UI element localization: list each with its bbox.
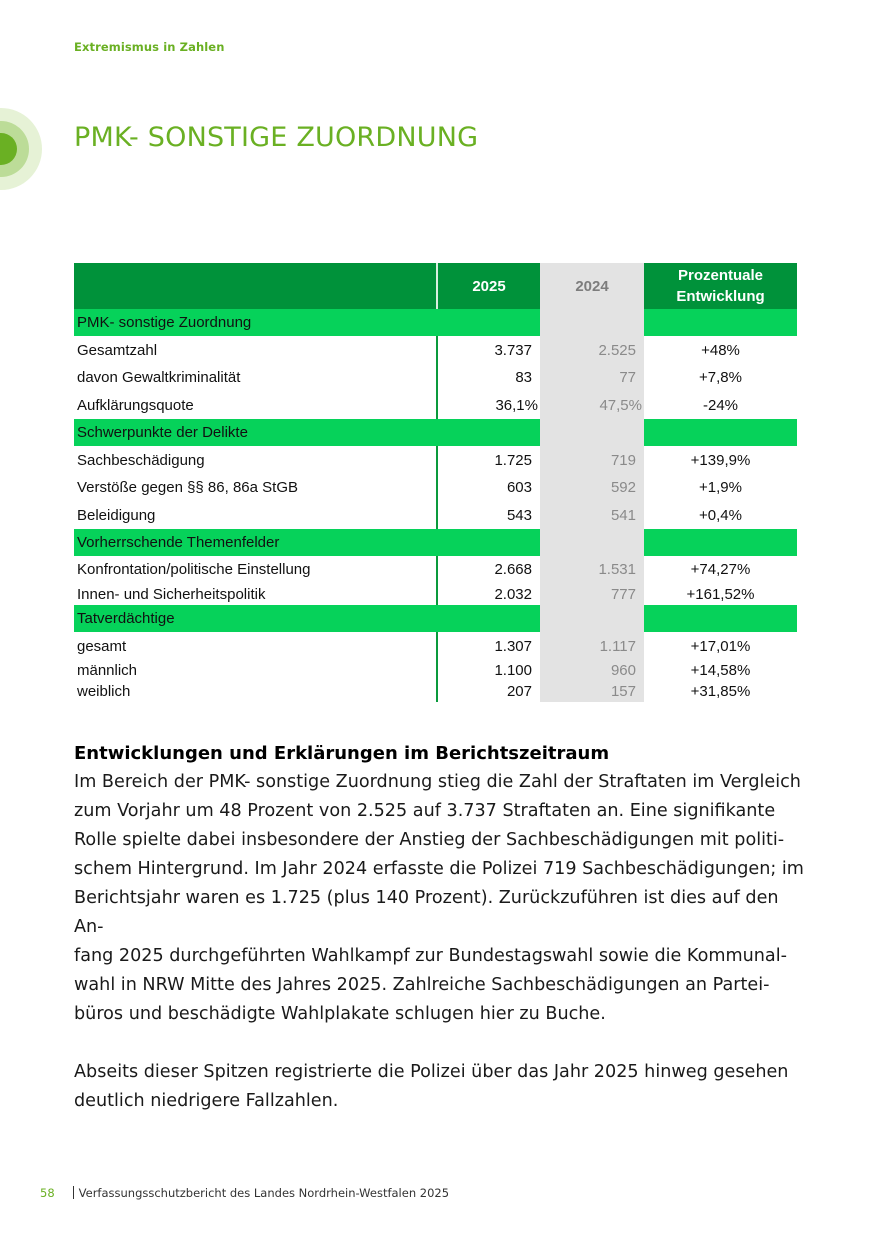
section-title: Tatverdächtige — [77, 610, 175, 627]
table-row — [74, 660, 797, 681]
row-label: davon Gewaltkriminalität — [77, 369, 241, 386]
section-title: PMK- sonstige Zuordnung — [77, 314, 252, 331]
header-label-cell — [74, 263, 436, 309]
value-change: +161,52% — [686, 585, 755, 603]
value-change: +7,8% — [699, 369, 742, 386]
table-row — [74, 336, 797, 364]
page-footer — [40, 1186, 449, 1200]
text-line: Berichtsjahr waren es 1.725 (plus 140 Prozent). Zurückzuführen ist dies auf den An- — [74, 888, 779, 937]
value-change: +139,9% — [690, 451, 751, 469]
statistics-table — [74, 263, 797, 702]
table-row — [74, 446, 797, 474]
value-2025: 1.725 — [436, 446, 540, 474]
value-2024: 960 — [540, 660, 644, 681]
value-2025: 603 — [436, 474, 540, 501]
value-change: -24% — [702, 396, 739, 414]
page-number: 58 — [40, 1186, 55, 1200]
table-header — [74, 263, 797, 309]
table-row — [74, 556, 797, 583]
value-change: +31,85% — [690, 683, 751, 700]
row-label: männlich — [77, 662, 138, 679]
row-label: gesamt — [77, 637, 127, 655]
value-change: +14,58% — [690, 662, 751, 679]
section-title: Schwerpunkte der Delikte — [77, 424, 248, 441]
table-row — [74, 632, 797, 660]
value-change: +0,4% — [699, 506, 742, 524]
text-line: Abseits dieser Spitzen registrierte die Polizei über das Jahr 2025 hinweg gesehen — [74, 1062, 789, 1082]
body-text — [74, 740, 804, 1116]
value-2025: 2.032 — [436, 583, 540, 605]
value-2025: 207 — [436, 681, 540, 702]
header-2024: 2024 — [540, 263, 644, 309]
value-2024: 777 — [540, 583, 644, 605]
table-row — [74, 501, 797, 529]
value-2025: 83 — [436, 364, 540, 391]
value-2024: 541 — [540, 501, 644, 529]
value-change: +1,9% — [699, 479, 742, 496]
text-line: schem Hintergrund. Im Jahr 2024 erfasste die Polizei 719 Sachbeschädigungen; im — [74, 859, 804, 879]
value-2025: 543 — [436, 501, 540, 529]
row-label: Sachbeschädigung — [77, 451, 205, 469]
publication-title: Verfassungsschutzbericht des Landes Nordrhein-Westfalen 2025 — [78, 1186, 450, 1200]
value-2025: 3.737 — [436, 336, 540, 364]
value-change: +48% — [701, 341, 740, 359]
value-2025: 1.100 — [436, 660, 540, 681]
section-row — [74, 309, 797, 336]
table-row — [74, 364, 797, 391]
row-label: Verstöße gegen §§ 86, 86a StGB — [77, 479, 298, 496]
row-label: weiblich — [77, 683, 131, 700]
row-label: Konfrontation/politische Einstellung — [77, 561, 311, 578]
table-row — [74, 583, 797, 605]
section-title: Vorherrschende Themenfelder — [77, 534, 280, 551]
value-2024: 1.531 — [540, 556, 644, 583]
section-row — [74, 605, 797, 632]
value-2024: 1.117 — [540, 632, 644, 660]
circle-decoration-icon — [0, 108, 42, 190]
value-2025: 36,1% — [436, 391, 540, 419]
table-row — [74, 391, 797, 419]
value-change: +74,27% — [690, 561, 751, 578]
row-label: Gesamtzahl — [77, 341, 158, 359]
value-2025: 1.307 — [436, 632, 540, 660]
value-2024: 2.525 — [540, 336, 644, 364]
page-title: PMK- SONSTIGE ZUORDNUNG — [74, 122, 479, 153]
text-line: wahl in NRW Mitte des Jahres 2025. Zahlreiche Sachbeschädigungen an Partei- — [74, 975, 770, 995]
table-row — [74, 681, 797, 702]
header-change: Prozentuale Entwicklung — [644, 263, 797, 309]
footer-divider — [73, 1186, 74, 1199]
table-row — [74, 474, 797, 501]
row-label: Innen- und Sicherheitspolitik — [77, 585, 266, 603]
value-2024: 47,5% — [540, 391, 644, 419]
paragraph — [74, 768, 804, 1029]
row-label: Aufklärungsquote — [77, 396, 194, 414]
section-row — [74, 419, 797, 446]
running-head: Extremismus in Zahlen — [74, 40, 225, 54]
section-heading: Entwicklungen und Erklärungen im Berichtszeitraum — [74, 743, 610, 764]
value-2024: 157 — [540, 681, 644, 702]
value-2024: 592 — [540, 474, 644, 501]
paragraph — [74, 1058, 804, 1116]
value-2024: 719 — [540, 446, 644, 474]
value-change: +17,01% — [690, 637, 751, 655]
text-line: fang 2025 durchgeführten Wahlkampf zur Bundestagswahl sowie die Kommunal- — [74, 946, 787, 966]
row-label: Beleidigung — [77, 506, 156, 524]
text-line: deutlich niedrigere Fallzahlen. — [74, 1091, 339, 1111]
header-2025: 2025 — [436, 263, 540, 309]
value-2024: 77 — [540, 364, 644, 391]
text-line: zum Vorjahr um 48 Prozent von 2.525 auf 3.737 Straftaten an. Eine signifikante — [74, 801, 776, 821]
value-2025: 2.668 — [436, 556, 540, 583]
section-row — [74, 529, 797, 556]
text-line: büros und beschädigte Wahlplakate schlugen hier zu Buche. — [74, 1004, 606, 1024]
text-line: Im Bereich der PMK- sonstige Zuordnung stieg die Zahl der Straftaten im Vergleich — [74, 772, 801, 792]
text-line: Rolle spielte dabei insbesondere der Anstieg der Sachbeschädigungen mit politi- — [74, 830, 785, 850]
